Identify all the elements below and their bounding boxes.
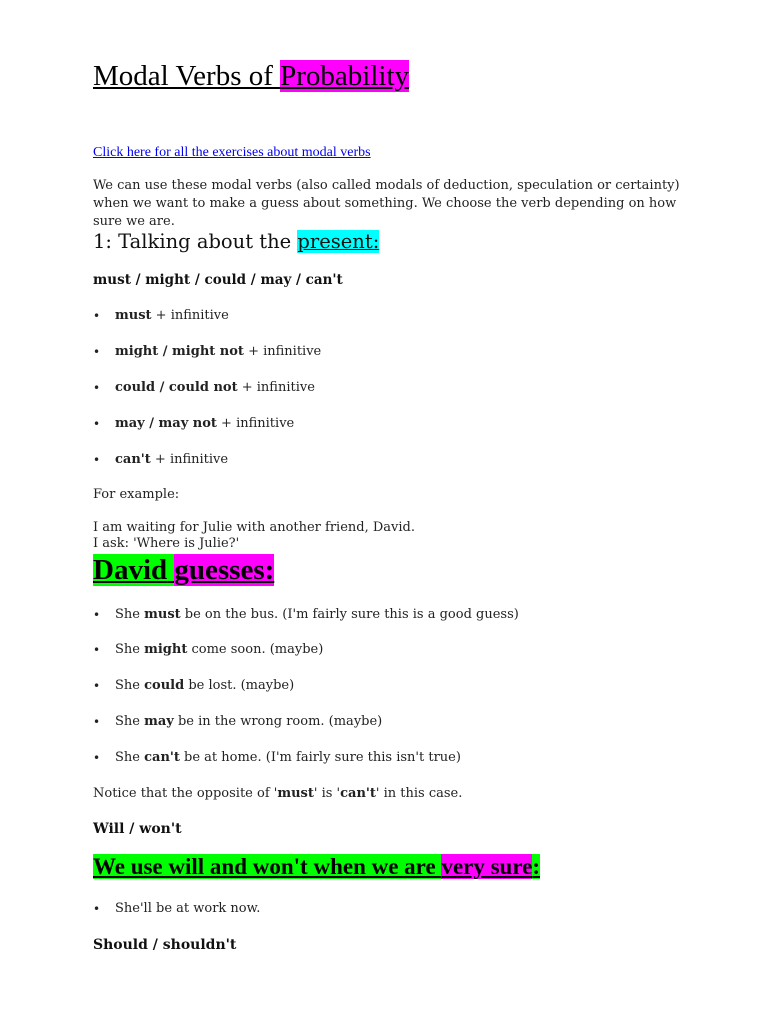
guess-verb: must [144,607,181,622]
guess-post: be at home. (I'm fairly sure this isn't true) [179,750,461,765]
list-item [93,451,229,469]
guess-pre: She [115,678,145,693]
bullet-icon: • [93,381,101,395]
will-heading [93,852,540,882]
list-item [93,713,383,731]
title-prefix: Modal Verbs of [93,60,281,92]
list-item [93,606,519,624]
form-rest: + infinitive [243,344,322,359]
guess-pre: She [115,642,145,657]
david-heading-part2: guesses: [174,554,275,586]
david-heading [93,552,274,588]
guess-verb: could [144,678,185,693]
title-highlight: Probability [280,60,410,92]
david-heading-part1: David [93,554,168,586]
bullet-icon: • [93,643,101,657]
form-rest: + infinitive [151,308,229,323]
verbs-line: must / might / could / may / can't [93,272,343,288]
form-rest: + infinitive [150,452,229,467]
guess-post: be in the wrong room. (maybe) [173,714,383,729]
guess-verb: can't [144,750,180,765]
guess-post: come soon. (maybe) [187,642,324,657]
will-heading-part3: : [532,854,541,879]
bullet-icon: • [93,345,101,359]
guess-verb: may [144,714,174,729]
example-label: For example: [93,487,180,502]
form-verb: might / might not [115,344,244,359]
will-heading-part2: very sure [441,854,533,879]
notice-bold-cant: can't [340,786,376,801]
guess-verb: might [144,642,188,657]
exercises-link[interactable]: Click here for all the exercises about modal verbs [93,145,371,160]
list-item [93,749,461,767]
bullet-icon: • [93,309,101,323]
form-rest: + infinitive [216,416,295,431]
bullet-icon: • [93,679,101,693]
will-heading-part1: We use will and won't when we are [93,854,442,879]
notice-post: ' in this case. [375,786,463,801]
present-heading-highlight: present: [297,230,380,253]
notice-pre: Notice that the opposite of ' [93,786,278,801]
guess-pre: She [115,714,145,729]
bullet-icon: • [93,453,101,467]
example-line-2: I ask: 'Where is Julie?' [93,536,240,551]
bullet-icon: • [93,608,101,622]
bullet-icon: • [93,902,101,916]
notice-mid: ' is ' [313,786,341,801]
notice-text [93,785,462,803]
bullet-icon: • [93,751,101,765]
form-rest: + infinitive [237,380,315,395]
intro-paragraph: We can use these modal verbs (also called modals of deduction, speculation or certainty) when we want to make a guess about something. We choose the verb depending on how sure we are. [93,178,680,229]
example-line-1: I am waiting for Julie with another friend, David. [93,520,415,535]
list-item [93,641,324,659]
list-item [93,343,322,361]
list-item [93,307,229,325]
guess-post: be on the bus. (I'm fairly sure this is a good guess) [180,607,519,622]
form-verb: may / may not [115,416,217,431]
list-item [93,677,295,695]
present-heading-prefix: 1: Talking about the [93,230,298,253]
section-heading-present [93,228,379,256]
notice-bold-must: must [277,786,314,801]
guess-pre: She [115,607,145,622]
guess-pre: She [115,750,145,765]
will-label: Will / won't [93,821,182,837]
list-item [93,415,295,433]
guess-post: be lost. (maybe) [184,678,295,693]
form-verb: can't [115,452,151,467]
list-item [93,379,315,397]
bullet-icon: • [93,715,101,729]
form-verb: must [115,308,152,323]
will-example: She'll be at work now. [115,901,261,916]
bullet-icon: • [93,417,101,431]
list-item [93,900,261,918]
page-title [93,58,409,94]
should-label: Should / shouldn't [93,937,237,953]
form-verb: could / could not [115,380,238,395]
